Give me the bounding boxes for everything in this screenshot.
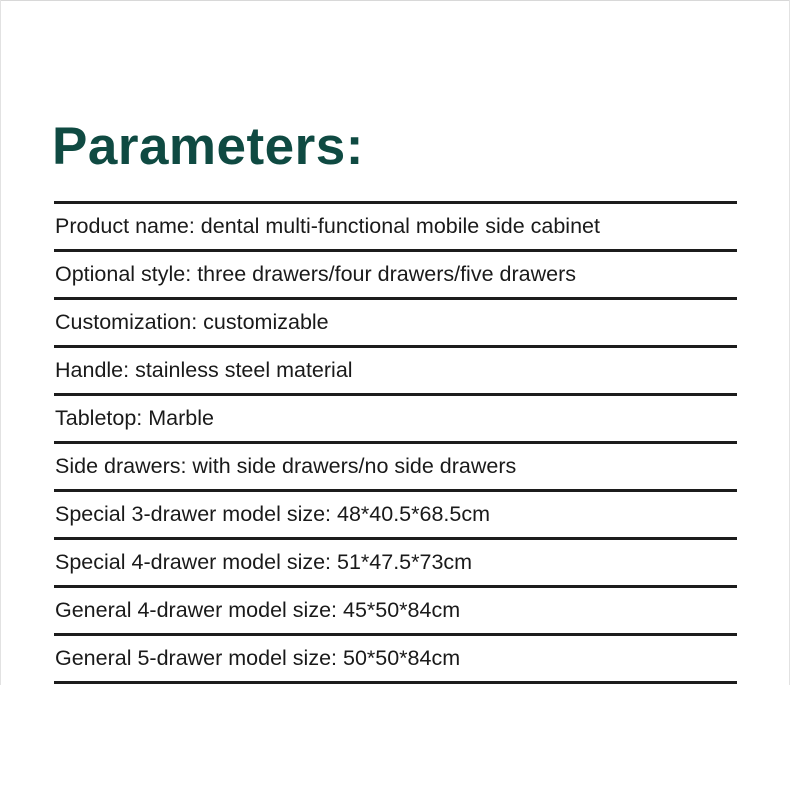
parameter-row-general-4-drawer-size: General 4-drawer model size: 45*50*84cm xyxy=(55,598,461,622)
parameter-row-handle: Handle: stainless steel material xyxy=(55,358,353,382)
page-left-border xyxy=(0,0,1,685)
parameter-row-special-4-drawer-size: Special 4-drawer model size: 51*47.5*73cm xyxy=(55,550,473,574)
divider xyxy=(54,681,737,684)
parameter-row-optional-style: Optional style: three drawers/four drawers/five drawers xyxy=(55,262,576,286)
parameter-row-tabletop: Tabletop: Marble xyxy=(55,406,214,430)
page-title: Parameters: xyxy=(52,117,364,176)
parameters-list xyxy=(54,201,737,684)
parameter-row-general-5-drawer-size: General 5-drawer model size: 50*50*84cm xyxy=(55,646,461,670)
parameter-row-product-name: Product name: dental multi-functional mobile side cabinet xyxy=(55,214,600,238)
parameter-row-special-3-drawer-size: Special 3-drawer model size: 48*40.5*68.5cm xyxy=(55,502,491,526)
parameter-row-customization: Customization: customizable xyxy=(55,310,329,334)
parameter-row-side-drawers: Side drawers: with side drawers/no side drawers xyxy=(55,454,517,478)
page-top-border xyxy=(0,0,790,1)
